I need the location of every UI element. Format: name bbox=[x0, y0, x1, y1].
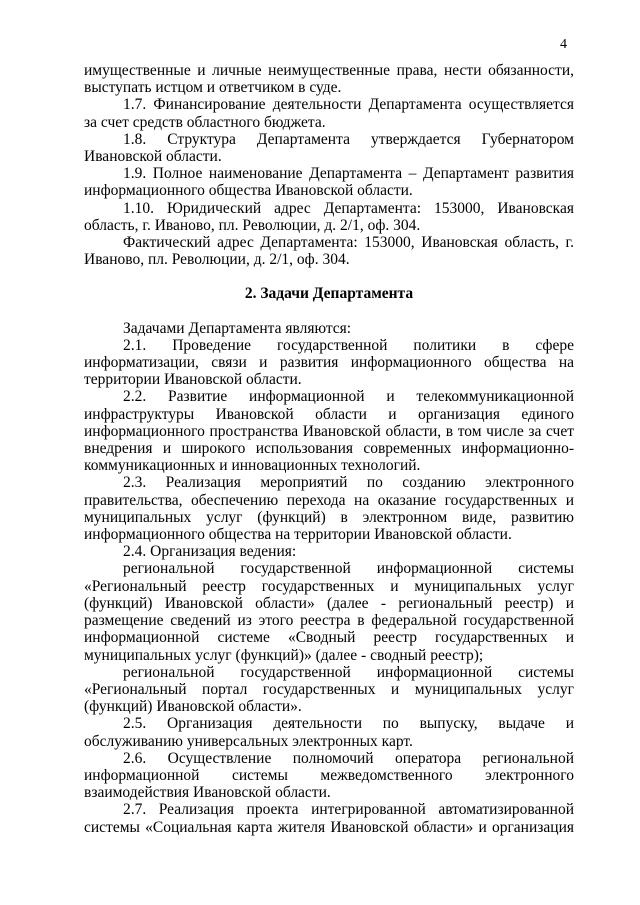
paragraph-1-7: 1.7. Финансирование деятельности Департамента осуществляется за счет средств областного бюджета. bbox=[84, 96, 574, 131]
paragraph-2-6: 2.6. Осуществление полномочий оператора региональной информационной системы межведомственного электронного взаимодействия Ивановской области. bbox=[84, 749, 574, 802]
paragraph-1-9: 1.9. Полное наименование Департамента – Департамент развития информационного общества Ивановской области. bbox=[84, 165, 574, 200]
paragraph-2-4: 2.4. Организация ведения: bbox=[123, 543, 297, 561]
paragraph-2-2: 2.2. Развитие информационной и телекоммуникационной инфраструктуры Ивановской области и организация единого информационного пространства Ивановской области, в том числе за счет внедрения и широкого использования современных информационно-коммуникационных и инновационных технологий. bbox=[84, 388, 574, 475]
paragraph-2-1: 2.1. Проведение государственной политики в сфере информатизации, связи и развития информационного общества на территории Ивановской области. bbox=[84, 336, 574, 389]
document-body bbox=[84, 62, 574, 836]
section-heading: 2. Задачи Департамента bbox=[244, 285, 414, 303]
paragraph-2-5: 2.5. Организация деятельности по выпуску, выдаче и обслуживанию универсальных электронных карт. bbox=[84, 715, 574, 750]
paragraph-2-4-item-2: региональной государственной информационной системы «Региональный портал государственных и муниципальных услуг (функций) Ивановской области». bbox=[84, 663, 574, 716]
paragraph-2-4-item-1: региональной государственной информационной системы «Региональный реестр государственных и муниципальных услуг (функций) Ивановской области» (далее - региональный реестр) и размещение сведений из этого реестра в федеральной государственной информационной системе «Сводный реестр государственных и муниципальных услуг (функций)» (далее - сводный реестр); bbox=[84, 560, 574, 664]
paragraph-tasks-intro: Задачами Департамента являются: bbox=[123, 319, 352, 337]
paragraph-actual-address: Фактический адрес Департамента: 153000, Ивановская область, г. Иваново, пл. Революции, д. 2/1, оф. 304. bbox=[84, 234, 574, 269]
paragraph-1-8: 1.8. Структура Департамента утверждается Губернатором Ивановской области. bbox=[84, 130, 574, 166]
paragraph-2-7: 2.7. Реализация проекта интегрированной автоматизированной системы «Социальная карта жителя Ивановской области» и организация bbox=[84, 801, 574, 836]
paragraph-1-10: 1.10. Юридический адрес Департамента: 153000, Ивановская область, г. Иваново, пл. Революции, д. 2/1, оф. 304. bbox=[84, 199, 574, 234]
paragraph-continuation: имущественные и личные неимущественные права, нести обязанности, выступать истцом и ответчиком в суде. bbox=[84, 62, 574, 97]
paragraph-2-3: 2.3. Реализация мероприятий по созданию электронного правительства, обеспечению перехода на оказание государственных и муниципальных услуг (функций) в электронном виде, развитию информационного общества на территории Ивановской области. bbox=[84, 474, 574, 544]
page-number: 4 bbox=[560, 37, 567, 52]
